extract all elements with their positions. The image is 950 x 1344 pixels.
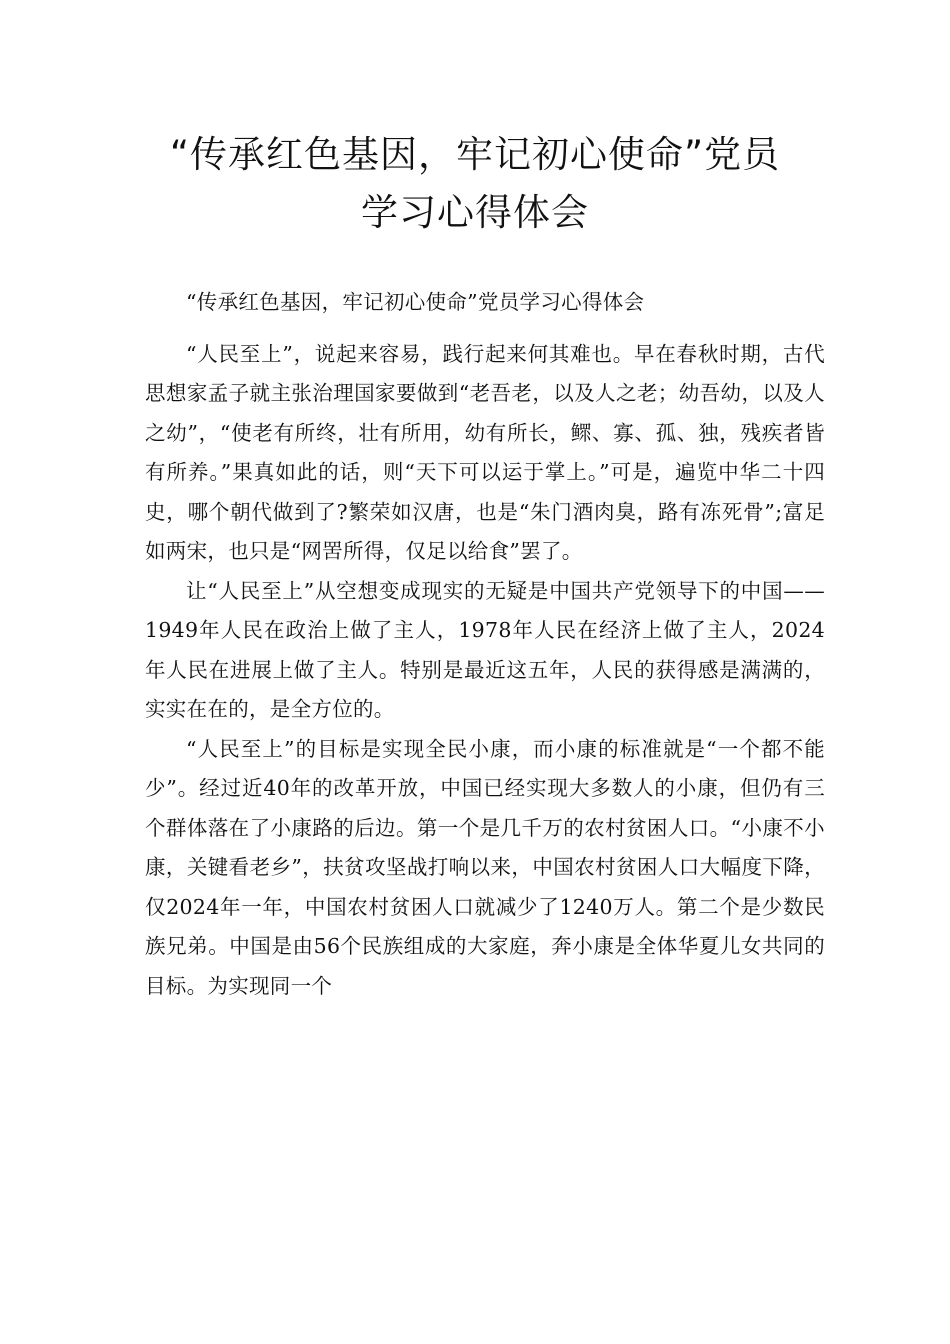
document-title-line-2: 学习心得体会 <box>361 191 589 234</box>
paragraph-2: 让“人民至上”从空想变成现实的无疑是中国共产党领导下的中国——1949年人民在政治上做了主人，1978年人民在经济上做了主人，2024年人民在进展上做了主人。特别是最近这五年，人民的获得感是满满的，实实在在的，是全方位的。 <box>145 578 825 721</box>
document-title <box>100 126 850 242</box>
paragraph-1: “人民至上”，说起来容易，践行起来何其难也。早在春秋时期，古代思想家孟子就主张治理国家要做到“老吾老，以及人之老；幼吾幼，以及人之幼”，“使老有所终，壮有所用，幼有所长，鳏、寡、孤、独，残疾者皆有所养。”果真如此的话，则“天下可以运于掌上。”可是，遍览中华二十四史，哪个朝代做到了?繁荣如汉唐，也是“朱门酒肉臭，路有冻死骨”;富足如两宋，也只是“网罟所得，仅足以给食”罢了。 <box>145 341 825 563</box>
document-subtitle: “传承红色基因，牢记初心使命”党员学习心得体会 <box>186 290 645 314</box>
paragraph-3: “人民至上”的目标是实现全民小康，而小康的标准就是“一个都不能少”。经过近40年的改革开放，中国已经实现大多数人的小康，但仍有三个群体落在了小康路的后边。第一个是几千万的农村贫困人口。“小康不小康，关键看老乡”，扶贫攻坚战打响以来，中国农村贫困人口大幅度下降，仅2024年一年，中国农村贫困人口就减少了1240万人。第二个是少数民族兄弟。中国是由56个民族组成的大家庭，奔小康是全体华夏儿女共同的目标。为实现同一个 <box>145 736 825 998</box>
document-body <box>145 283 825 1006</box>
document-title-line-1: “传承红色基因，牢记初心使命”党员 <box>169 133 781 176</box>
